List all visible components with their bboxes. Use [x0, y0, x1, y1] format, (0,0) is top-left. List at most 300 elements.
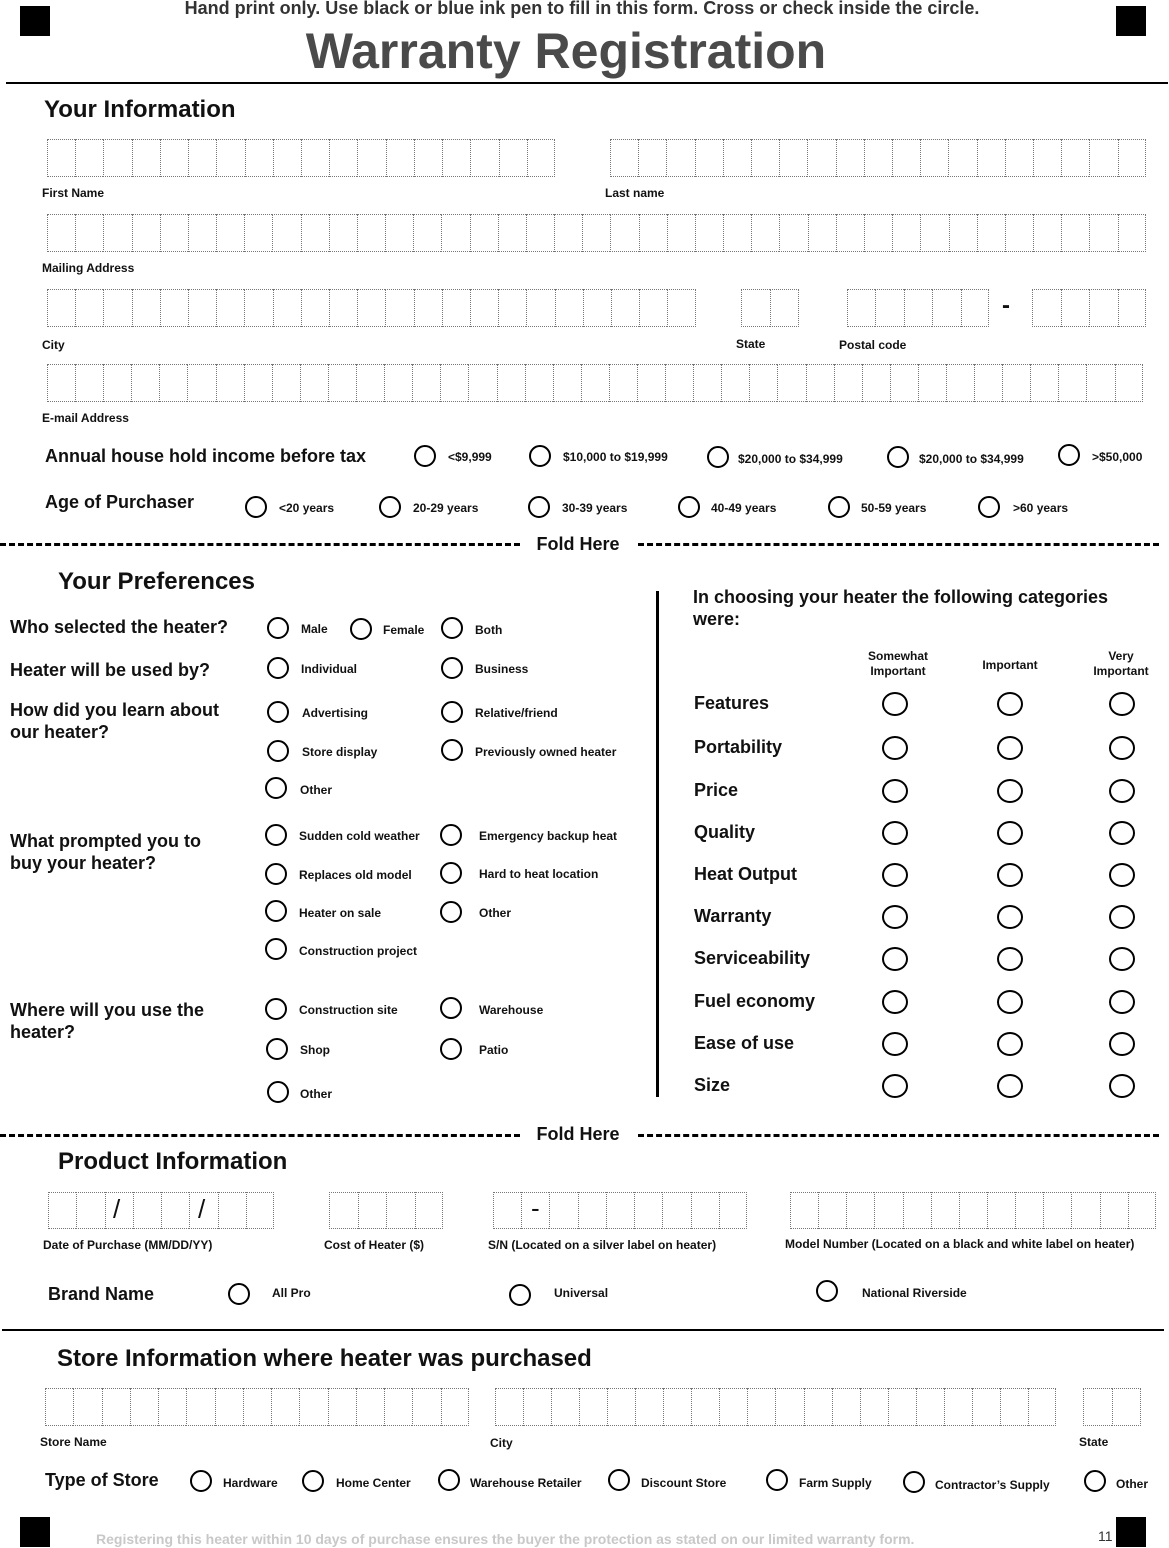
character-box[interactable]	[667, 289, 695, 327]
brand-radio[interactable]	[509, 1284, 531, 1306]
model-number-field[interactable]	[790, 1192, 1156, 1229]
character-box[interactable]	[468, 364, 496, 402]
character-box[interactable]	[526, 214, 554, 252]
importance-radio[interactable]	[997, 736, 1023, 760]
character-box[interactable]	[579, 1388, 607, 1426]
character-box[interactable]	[719, 1192, 747, 1229]
importance-radio[interactable]	[882, 990, 908, 1014]
importance-radio[interactable]	[882, 1032, 908, 1056]
character-box[interactable]	[495, 1388, 523, 1426]
prompted-radio[interactable]	[265, 938, 287, 960]
learn-radio[interactable]	[441, 701, 463, 723]
character-box[interactable]	[76, 1192, 104, 1229]
character-box[interactable]	[133, 1192, 161, 1229]
character-box[interactable]	[818, 1192, 846, 1229]
character-box[interactable]	[493, 1192, 521, 1229]
used-by-radio[interactable]	[441, 657, 463, 679]
importance-radio[interactable]	[997, 990, 1023, 1014]
character-box[interactable]	[807, 139, 835, 177]
character-box[interactable]	[45, 1388, 73, 1426]
character-box[interactable]	[723, 214, 751, 252]
character-box[interactable]	[357, 289, 385, 327]
who-selected-radio[interactable]	[350, 618, 372, 640]
character-box[interactable]	[356, 364, 384, 402]
character-box[interactable]	[864, 214, 892, 252]
income-radio[interactable]	[529, 445, 551, 467]
character-box[interactable]	[47, 214, 75, 252]
character-box[interactable]	[412, 1388, 440, 1426]
character-box[interactable]	[892, 139, 920, 177]
character-box[interactable]	[160, 214, 188, 252]
character-box[interactable]	[329, 289, 357, 327]
character-box[interactable]	[187, 364, 215, 402]
state-field[interactable]	[741, 289, 799, 327]
character-box[interactable]	[526, 289, 554, 327]
character-box[interactable]	[1033, 214, 1061, 252]
where-use-radio[interactable]	[266, 1038, 288, 1060]
character-box[interactable]	[216, 289, 244, 327]
importance-radio[interactable]	[997, 863, 1023, 887]
character-box[interactable]	[634, 1192, 662, 1229]
character-box[interactable]	[977, 139, 1005, 177]
purchase-date-field[interactable]	[48, 1192, 274, 1229]
character-box[interactable]	[73, 1388, 101, 1426]
store-state-field[interactable]	[1083, 1388, 1141, 1426]
character-box[interactable]	[581, 364, 609, 402]
character-box[interactable]	[47, 364, 75, 402]
character-box[interactable]	[244, 289, 272, 327]
importance-radio[interactable]	[997, 779, 1023, 803]
character-box[interactable]	[892, 214, 920, 252]
postal-code-field[interactable]	[847, 289, 989, 327]
character-box[interactable]	[959, 1192, 987, 1229]
character-box[interactable]	[932, 289, 960, 327]
income-radio[interactable]	[887, 446, 909, 468]
character-box[interactable]	[1061, 214, 1089, 252]
character-box[interactable]	[132, 214, 160, 252]
character-box[interactable]	[834, 364, 862, 402]
character-box[interactable]	[273, 289, 301, 327]
character-box[interactable]	[48, 1192, 76, 1229]
character-box[interactable]	[386, 139, 414, 177]
character-box[interactable]	[329, 1192, 358, 1229]
character-box[interactable]	[440, 364, 468, 402]
income-radio[interactable]	[414, 445, 436, 467]
character-box[interactable]	[974, 364, 1002, 402]
character-box[interactable]	[875, 289, 903, 327]
character-box[interactable]	[920, 139, 948, 177]
used-by-radio[interactable]	[267, 657, 289, 679]
character-box[interactable]	[1061, 139, 1089, 177]
brand-radio[interactable]	[816, 1280, 838, 1302]
character-box[interactable]	[1115, 364, 1143, 402]
character-box[interactable]	[1000, 1388, 1028, 1426]
character-box[interactable]	[775, 1388, 803, 1426]
character-box[interactable]	[1089, 214, 1117, 252]
character-box[interactable]	[244, 364, 272, 402]
character-box[interactable]	[218, 1192, 246, 1229]
prompted-radio[interactable]	[440, 862, 462, 884]
character-box[interactable]	[130, 1388, 158, 1426]
importance-radio[interactable]	[882, 905, 908, 929]
character-box[interactable]	[1118, 139, 1146, 177]
character-box[interactable]	[931, 1192, 959, 1229]
character-box[interactable]	[384, 364, 412, 402]
mailing-address-field[interactable]	[47, 214, 1146, 252]
character-box[interactable]	[441, 1388, 469, 1426]
character-box[interactable]	[1058, 364, 1086, 402]
character-box[interactable]	[553, 364, 581, 402]
character-box[interactable]	[1089, 139, 1117, 177]
store-type-radio[interactable]	[302, 1470, 324, 1492]
store-type-radio[interactable]	[438, 1469, 460, 1491]
character-box[interactable]	[549, 1192, 577, 1229]
character-box[interactable]	[903, 1192, 931, 1229]
character-box[interactable]	[1112, 1388, 1141, 1426]
income-radio[interactable]	[707, 446, 729, 468]
store-type-radio[interactable]	[903, 1471, 925, 1493]
character-box[interactable]	[357, 139, 385, 177]
character-box[interactable]	[1061, 289, 1090, 327]
character-box[interactable]	[160, 289, 188, 327]
character-box[interactable]	[606, 1192, 634, 1229]
character-box[interactable]	[804, 1388, 832, 1426]
character-box[interactable]	[301, 214, 329, 252]
character-box[interactable]	[470, 139, 498, 177]
character-box[interactable]	[186, 1388, 214, 1426]
character-box[interactable]	[498, 289, 526, 327]
character-box[interactable]	[385, 214, 413, 252]
importance-radio[interactable]	[1109, 736, 1135, 760]
importance-radio[interactable]	[1109, 905, 1135, 929]
character-box[interactable]	[695, 139, 723, 177]
character-box[interactable]	[1071, 1192, 1099, 1229]
character-box[interactable]	[413, 214, 441, 252]
character-box[interactable]	[1015, 1192, 1043, 1229]
character-box[interactable]	[328, 1388, 356, 1426]
character-box[interactable]	[948, 139, 976, 177]
character-box[interactable]	[874, 1192, 902, 1229]
store-type-radio[interactable]	[608, 1469, 630, 1491]
character-box[interactable]	[299, 1388, 327, 1426]
character-box[interactable]	[188, 139, 216, 177]
character-box[interactable]	[1086, 364, 1114, 402]
prompted-radio[interactable]	[440, 901, 462, 923]
character-box[interactable]	[246, 1192, 274, 1229]
character-box[interactable]	[301, 289, 329, 327]
character-box[interactable]	[741, 289, 770, 327]
importance-radio[interactable]	[882, 1074, 908, 1098]
where-use-radio[interactable]	[440, 1038, 462, 1060]
character-box[interactable]	[75, 139, 103, 177]
character-box[interactable]	[920, 214, 948, 252]
character-box[interactable]	[691, 1192, 719, 1229]
importance-radio[interactable]	[882, 821, 908, 845]
who-selected-radio[interactable]	[267, 617, 289, 639]
character-box[interactable]	[610, 139, 638, 177]
character-box[interactable]	[356, 1388, 384, 1426]
character-box[interactable]	[103, 139, 131, 177]
character-box[interactable]	[961, 289, 989, 327]
character-box[interactable]	[554, 214, 582, 252]
character-box[interactable]	[555, 289, 583, 327]
character-box[interactable]	[610, 214, 638, 252]
character-box[interactable]	[666, 139, 694, 177]
character-box[interactable]	[609, 364, 637, 402]
character-box[interactable]	[527, 139, 555, 177]
character-box[interactable]	[300, 364, 328, 402]
importance-radio[interactable]	[1109, 779, 1135, 803]
importance-radio[interactable]	[1109, 947, 1135, 971]
character-box[interactable]	[329, 139, 357, 177]
character-box[interactable]	[747, 1388, 775, 1426]
character-box[interactable]	[272, 214, 300, 252]
character-box[interactable]	[693, 364, 721, 402]
character-box[interactable]	[1028, 1388, 1056, 1426]
learn-radio[interactable]	[267, 701, 289, 723]
character-box[interactable]	[75, 289, 103, 327]
character-box[interactable]	[808, 214, 836, 252]
character-box[interactable]	[860, 1388, 888, 1426]
importance-radio[interactable]	[882, 947, 908, 971]
character-box[interactable]	[131, 364, 159, 402]
character-box[interactable]	[102, 1388, 130, 1426]
character-box[interactable]	[103, 289, 131, 327]
importance-radio[interactable]	[1109, 1032, 1135, 1056]
character-box[interactable]	[1089, 289, 1118, 327]
character-box[interactable]	[639, 214, 667, 252]
character-box[interactable]	[132, 289, 160, 327]
character-box[interactable]	[188, 214, 216, 252]
age-radio[interactable]	[528, 496, 550, 518]
character-box[interactable]	[215, 1388, 243, 1426]
character-box[interactable]	[216, 364, 244, 402]
who-selected-radio[interactable]	[441, 617, 463, 639]
store-type-radio[interactable]	[190, 1470, 212, 1492]
character-box[interactable]	[904, 289, 932, 327]
character-box[interactable]	[441, 214, 469, 252]
importance-radio[interactable]	[1109, 990, 1135, 1014]
character-box[interactable]	[667, 214, 695, 252]
character-box[interactable]	[779, 214, 807, 252]
character-box[interactable]	[132, 139, 160, 177]
where-use-radio[interactable]	[267, 1081, 289, 1103]
character-box[interactable]	[442, 139, 470, 177]
character-box[interactable]	[216, 214, 244, 252]
character-box[interactable]	[1128, 1192, 1156, 1229]
character-box[interactable]	[160, 139, 188, 177]
character-box[interactable]	[665, 364, 693, 402]
character-box[interactable]	[582, 214, 610, 252]
importance-radio[interactable]	[882, 779, 908, 803]
character-box[interactable]	[890, 364, 918, 402]
character-box[interactable]	[770, 289, 799, 327]
character-box[interactable]	[470, 289, 498, 327]
character-box[interactable]	[862, 364, 890, 402]
character-box[interactable]	[836, 139, 864, 177]
character-box[interactable]	[779, 139, 807, 177]
importance-radio[interactable]	[882, 863, 908, 887]
character-box[interactable]	[723, 139, 751, 177]
last-name-field[interactable]	[610, 139, 1146, 177]
character-box[interactable]	[470, 214, 498, 252]
character-box[interactable]	[719, 1388, 747, 1426]
store-type-radio[interactable]	[766, 1469, 788, 1491]
character-box[interactable]	[357, 214, 385, 252]
importance-radio[interactable]	[997, 1032, 1023, 1056]
character-box[interactable]	[412, 364, 440, 402]
character-box[interactable]	[977, 214, 1005, 252]
character-box[interactable]	[159, 364, 187, 402]
where-use-radio[interactable]	[440, 997, 462, 1019]
importance-radio[interactable]	[997, 1074, 1023, 1098]
character-box[interactable]	[1043, 1192, 1071, 1229]
character-box[interactable]	[216, 139, 244, 177]
importance-radio[interactable]	[1109, 821, 1135, 845]
character-box[interactable]	[691, 1388, 719, 1426]
importance-radio[interactable]	[997, 692, 1023, 716]
age-radio[interactable]	[678, 496, 700, 518]
character-box[interactable]	[414, 139, 442, 177]
character-box[interactable]	[972, 1388, 1000, 1426]
character-box[interactable]	[103, 364, 131, 402]
character-box[interactable]	[987, 1192, 1015, 1229]
first-name-field[interactable]	[47, 139, 555, 177]
character-box[interactable]	[946, 364, 974, 402]
character-box[interactable]	[777, 364, 805, 402]
character-box[interactable]	[523, 1388, 551, 1426]
character-box[interactable]	[578, 1192, 606, 1229]
character-box[interactable]	[551, 1388, 579, 1426]
importance-radio[interactable]	[1109, 1074, 1135, 1098]
character-box[interactable]	[639, 289, 667, 327]
prompted-radio[interactable]	[265, 824, 287, 846]
character-box[interactable]	[301, 139, 329, 177]
character-box[interactable]	[663, 1388, 691, 1426]
character-box[interactable]	[721, 364, 749, 402]
character-box[interactable]	[415, 1192, 444, 1229]
character-box[interactable]	[1118, 214, 1146, 252]
character-box[interactable]	[498, 214, 526, 252]
income-radio[interactable]	[1058, 444, 1080, 466]
character-box[interactable]	[847, 289, 875, 327]
character-box[interactable]	[751, 139, 779, 177]
character-box[interactable]	[864, 139, 892, 177]
character-box[interactable]	[916, 1388, 944, 1426]
character-box[interactable]	[358, 1192, 387, 1229]
prompted-radio[interactable]	[440, 824, 462, 846]
character-box[interactable]	[918, 364, 946, 402]
character-box[interactable]	[525, 364, 553, 402]
character-box[interactable]	[414, 289, 442, 327]
character-box[interactable]	[75, 214, 103, 252]
character-box[interactable]	[607, 1388, 635, 1426]
character-box[interactable]	[161, 1192, 189, 1229]
character-box[interactable]	[832, 1388, 860, 1426]
learn-radio[interactable]	[265, 777, 287, 799]
character-box[interactable]	[1005, 214, 1033, 252]
importance-radio[interactable]	[997, 947, 1023, 971]
character-box[interactable]	[611, 289, 639, 327]
character-box[interactable]	[888, 1388, 916, 1426]
learn-radio[interactable]	[441, 739, 463, 761]
character-box[interactable]	[47, 289, 75, 327]
character-box[interactable]	[499, 139, 527, 177]
character-box[interactable]	[329, 214, 357, 252]
importance-radio[interactable]	[997, 821, 1023, 845]
character-box[interactable]	[244, 214, 272, 252]
age-radio[interactable]	[245, 496, 267, 518]
character-box[interactable]	[273, 139, 301, 177]
character-box[interactable]	[751, 214, 779, 252]
character-box[interactable]	[662, 1192, 690, 1229]
character-box[interactable]	[1100, 1192, 1128, 1229]
character-box[interactable]	[1005, 139, 1033, 177]
prompted-radio[interactable]	[265, 863, 287, 885]
character-box[interactable]	[442, 289, 470, 327]
character-box[interactable]	[949, 214, 977, 252]
character-box[interactable]	[1033, 139, 1061, 177]
character-box[interactable]	[385, 289, 413, 327]
store-city-field[interactable]	[495, 1388, 1056, 1426]
character-box[interactable]	[836, 214, 864, 252]
email-field[interactable]	[47, 364, 1143, 402]
character-box[interactable]	[638, 139, 666, 177]
character-box[interactable]	[806, 364, 834, 402]
character-box[interactable]	[245, 139, 273, 177]
learn-radio[interactable]	[267, 740, 289, 762]
character-box[interactable]	[1118, 289, 1147, 327]
character-box[interactable]	[188, 289, 216, 327]
age-radio[interactable]	[828, 496, 850, 518]
character-box[interactable]	[386, 1192, 415, 1229]
character-box[interactable]	[272, 364, 300, 402]
character-box[interactable]	[1002, 364, 1030, 402]
character-box[interactable]	[1030, 364, 1058, 402]
character-box[interactable]	[749, 364, 777, 402]
character-box[interactable]	[695, 214, 723, 252]
character-box[interactable]	[47, 139, 75, 177]
character-box[interactable]	[103, 214, 131, 252]
importance-radio[interactable]	[1109, 863, 1135, 887]
city-field[interactable]	[47, 289, 696, 327]
store-type-radio[interactable]	[1084, 1470, 1106, 1492]
age-radio[interactable]	[978, 496, 1000, 518]
age-radio[interactable]	[379, 496, 401, 518]
character-box[interactable]	[243, 1388, 271, 1426]
character-box[interactable]	[497, 364, 525, 402]
store-name-field[interactable]	[45, 1388, 469, 1426]
importance-radio[interactable]	[1109, 692, 1135, 716]
character-box[interactable]	[1032, 289, 1061, 327]
character-box[interactable]	[75, 364, 103, 402]
where-use-radio[interactable]	[265, 998, 287, 1020]
character-box[interactable]	[1083, 1388, 1112, 1426]
character-box[interactable]	[635, 1388, 663, 1426]
importance-radio[interactable]	[882, 692, 908, 716]
character-box[interactable]	[583, 289, 611, 327]
character-box[interactable]	[944, 1388, 972, 1426]
character-box[interactable]	[328, 364, 356, 402]
prompted-radio[interactable]	[265, 900, 287, 922]
character-box[interactable]	[846, 1192, 874, 1229]
postal-code-extension-field[interactable]	[1032, 289, 1146, 327]
character-box[interactable]	[637, 364, 665, 402]
cost-field[interactable]	[329, 1192, 443, 1229]
importance-radio[interactable]	[882, 736, 908, 760]
character-box[interactable]	[790, 1192, 818, 1229]
character-box[interactable]	[271, 1388, 299, 1426]
